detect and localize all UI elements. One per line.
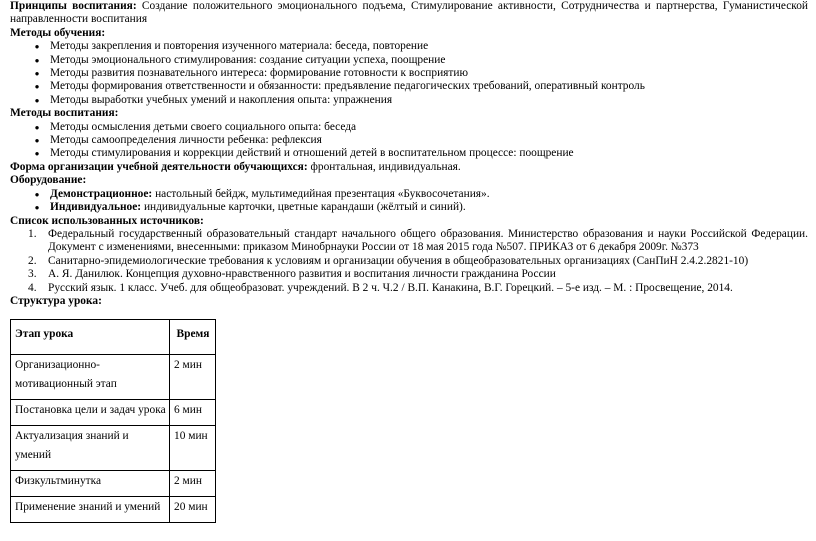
time-cell: 2 мин [170, 355, 216, 400]
equipment-heading: Оборудование: [10, 174, 87, 187]
list-item: ● Методы формирования ответственности и обязанности: предъявление педагогических требований, оперативный контроль [30, 80, 808, 93]
bullet-icon: ● [34, 69, 40, 79]
lesson-structure-table [10, 319, 216, 523]
list-item: ● Методы закрепления и повторения изученного материала: беседа, повторение [30, 40, 808, 53]
table-row [11, 497, 216, 523]
bullet-icon: ● [34, 42, 40, 52]
column-header-time: Время [170, 320, 216, 355]
bullet-icon: ● [34, 55, 40, 65]
bullet-icon: ● [34, 136, 40, 146]
principles-text: Создание положительного эмоционального подъема, Стимулирование активности, Сотрудничества и партнерства, Гуманистической направленности воспитания [10, 0, 808, 26]
table-header-row [11, 320, 216, 355]
time-cell: 2 мин [170, 471, 216, 497]
list-item: ● Методы осмысления детьми своего социального опыта: беседа [30, 121, 808, 134]
bullet-icon: ● [34, 203, 40, 213]
list-item: ● Методы самоопределения личности ребенка: рефлексия [30, 134, 808, 147]
teaching-methods-list [10, 40, 808, 107]
equipment-list [10, 188, 808, 215]
sources-list [10, 228, 808, 295]
bullet-icon: ● [34, 149, 40, 159]
time-cell: 10 мин [170, 426, 216, 471]
form-label: Форма организации учебной деятельности обучающихся: [10, 160, 308, 173]
form-text: фронтальная, индивидуальная. [307, 160, 461, 173]
list-item: ● Методы стимулирования и коррекции действий и отношений детей в воспитательном процессе: поощрение [30, 147, 808, 160]
bullet-icon: ● [34, 189, 40, 199]
list-item: 3. А. Я. Данилюк. Концепция духовно-нравственного развития и воспитания личности гражданина России [28, 268, 556, 281]
bullet-icon: ● [34, 95, 40, 105]
list-item: ● Демонстрационное: настольный бейдж, мультимедийная презентация «Буквосочетания». [30, 188, 808, 201]
structure-heading: Структура урока: [10, 294, 102, 307]
list-item: 4. Русский язык. 1 класс. Учеб. для общеобразоват. учреждений. В 2 ч. Ч.2 / В.П. Канакина, В.Г. Горецкий. – 5-е изд. – М. : Просвещение, 2014. [28, 281, 733, 294]
time-cell: 6 мин [170, 400, 216, 426]
stage-cell: Постановка цели и задач урока [11, 400, 170, 426]
list-item: 2. Санитарно-эпидемиологические требования к условиям и организации обучения в общеобразовательных организациях (СанПиН 2.4.2.2821-10) [28, 254, 749, 267]
list-item: ● Методы эмоционального стимулирования: создание ситуации успеха, поощрение [30, 54, 808, 67]
column-header-stage: Этап урока [11, 320, 170, 355]
principles-label: Принципы воспитания: [10, 0, 137, 12]
stage-cell: Физкультминутка [11, 471, 170, 497]
principles-paragraph [10, 0, 808, 27]
time-cell: 20 мин [170, 497, 216, 523]
table-row [11, 400, 216, 426]
table-row [11, 426, 216, 471]
upbringing-methods-list [10, 121, 808, 161]
table-row [11, 471, 216, 497]
list-item: 1. Федеральный государственный образовательный стандарт начального общего образования. Министерство образования и науки Российской Федерации. Документ с изменениями, внесенными: приказом Минобрнауки России от 18 мая 2015 года №507. ПРИКАЗ от 6 декабря 2009г. №373 [28, 227, 808, 254]
stage-cell: Актуализация знаний и умений [11, 426, 170, 471]
list-item: ● Индивидуальное: индивидуальные карточки, цветные карандаши (жёлтый и синий). [30, 201, 808, 214]
bullet-icon: ● [34, 122, 40, 132]
list-item: ● Методы выработки учебных умений и накопления опыта: упражнения [30, 94, 808, 107]
form-paragraph [10, 161, 808, 174]
teaching-methods-heading: Методы обучения: [10, 26, 106, 39]
stage-cell: Применение знаний и умений [11, 497, 170, 523]
bullet-icon: ● [34, 82, 40, 92]
list-item: ● Методы развития познавательного интереса: формирование готовности к восприятию [30, 67, 808, 80]
sources-heading: Список использованных источников: [10, 214, 204, 227]
stage-cell: Организационно-мотивационный этап [11, 355, 170, 400]
table-row [11, 355, 216, 400]
upbringing-methods-heading: Методы воспитания: [10, 107, 119, 120]
